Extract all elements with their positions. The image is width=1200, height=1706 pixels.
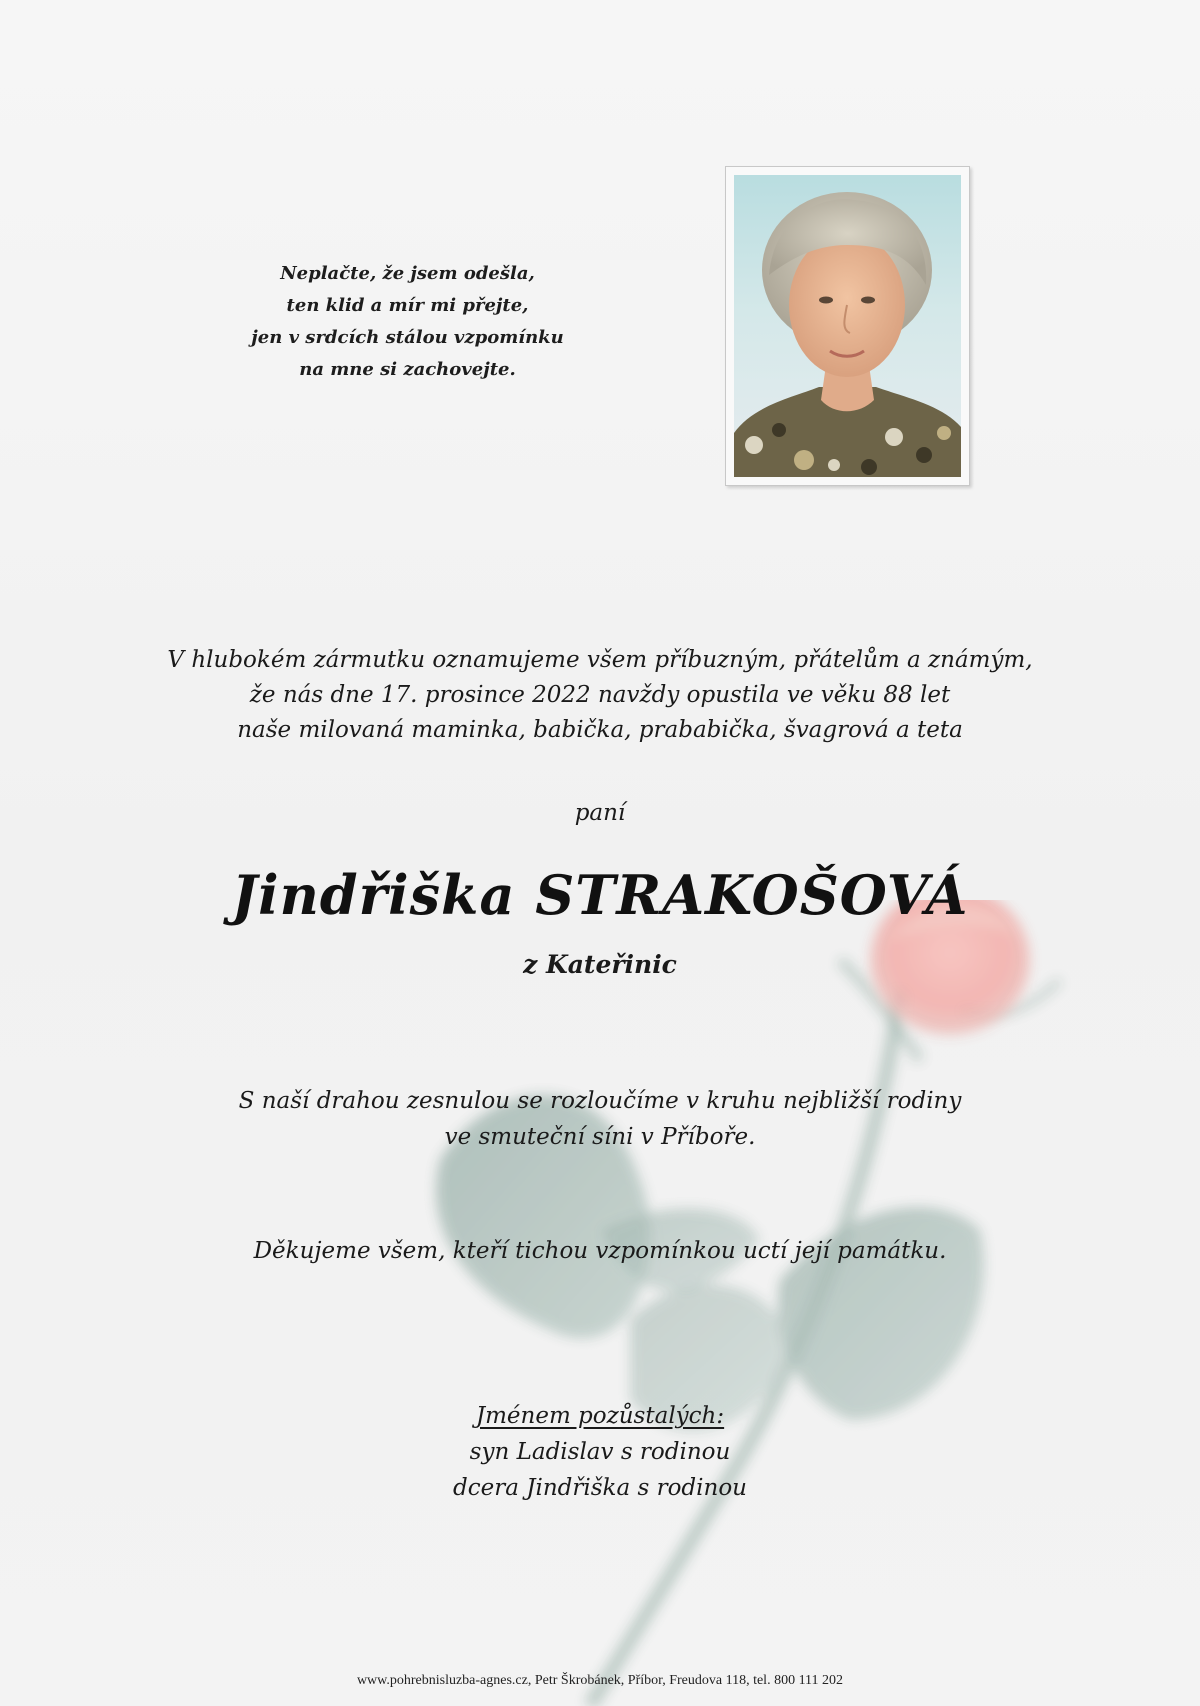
announcement-line: že nás dne 17. prosince 2022 navždy opustila ve věku 88 let xyxy=(249,682,951,708)
rose-illustration xyxy=(380,900,1100,1706)
deceased-name: Jindřiška STRAKOŠOVÁ xyxy=(231,863,969,927)
announcement-line: naše milovaná maminka, babička, prababička, švagrová a teta xyxy=(237,717,963,743)
portrait-frame xyxy=(725,166,970,486)
poem-line: Neplačte, že jsem odešla, xyxy=(280,263,535,284)
farewell-line: S naší drahou zesnulou se rozloučíme v kruhu nejbližší rodiny xyxy=(238,1088,962,1114)
farewell-line: ve smuteční síni v Příboře. xyxy=(444,1124,756,1150)
death-announcement xyxy=(100,643,1100,748)
honorific: paní xyxy=(574,800,626,826)
poem-line: jen v srdcích stálou vzpomínku xyxy=(251,327,564,348)
memorial-poem xyxy=(220,258,595,386)
mourners-block xyxy=(400,1398,800,1506)
announcement-line: V hlubokém zármutku oznamujeme všem příbuzným, přátelům a známým, xyxy=(167,647,1033,673)
poem-line: na mne si zachovejte. xyxy=(299,359,516,380)
thanks-line: Děkujeme všem, kteří tichou vzpomínkou uctí její památku. xyxy=(253,1238,947,1264)
deceased-origin: z Kateřinic xyxy=(523,950,677,979)
funeral-service-footer: www.pohrebnisluzba-agnes.cz, Petr Škrobánek, Příbor, Freudova 118, tel. 800 111 202 xyxy=(356,1673,844,1688)
portrait-photo xyxy=(734,175,961,477)
mourners-heading: Jménem pozůstalých: xyxy=(475,1403,725,1429)
mourner-line: dcera Jindřiška s rodinou xyxy=(453,1475,747,1501)
farewell-notice xyxy=(100,1083,1100,1155)
poem-line: ten klid a mír mi přejte, xyxy=(286,295,529,316)
mourner-line: syn Ladislav s rodinou xyxy=(469,1439,731,1465)
